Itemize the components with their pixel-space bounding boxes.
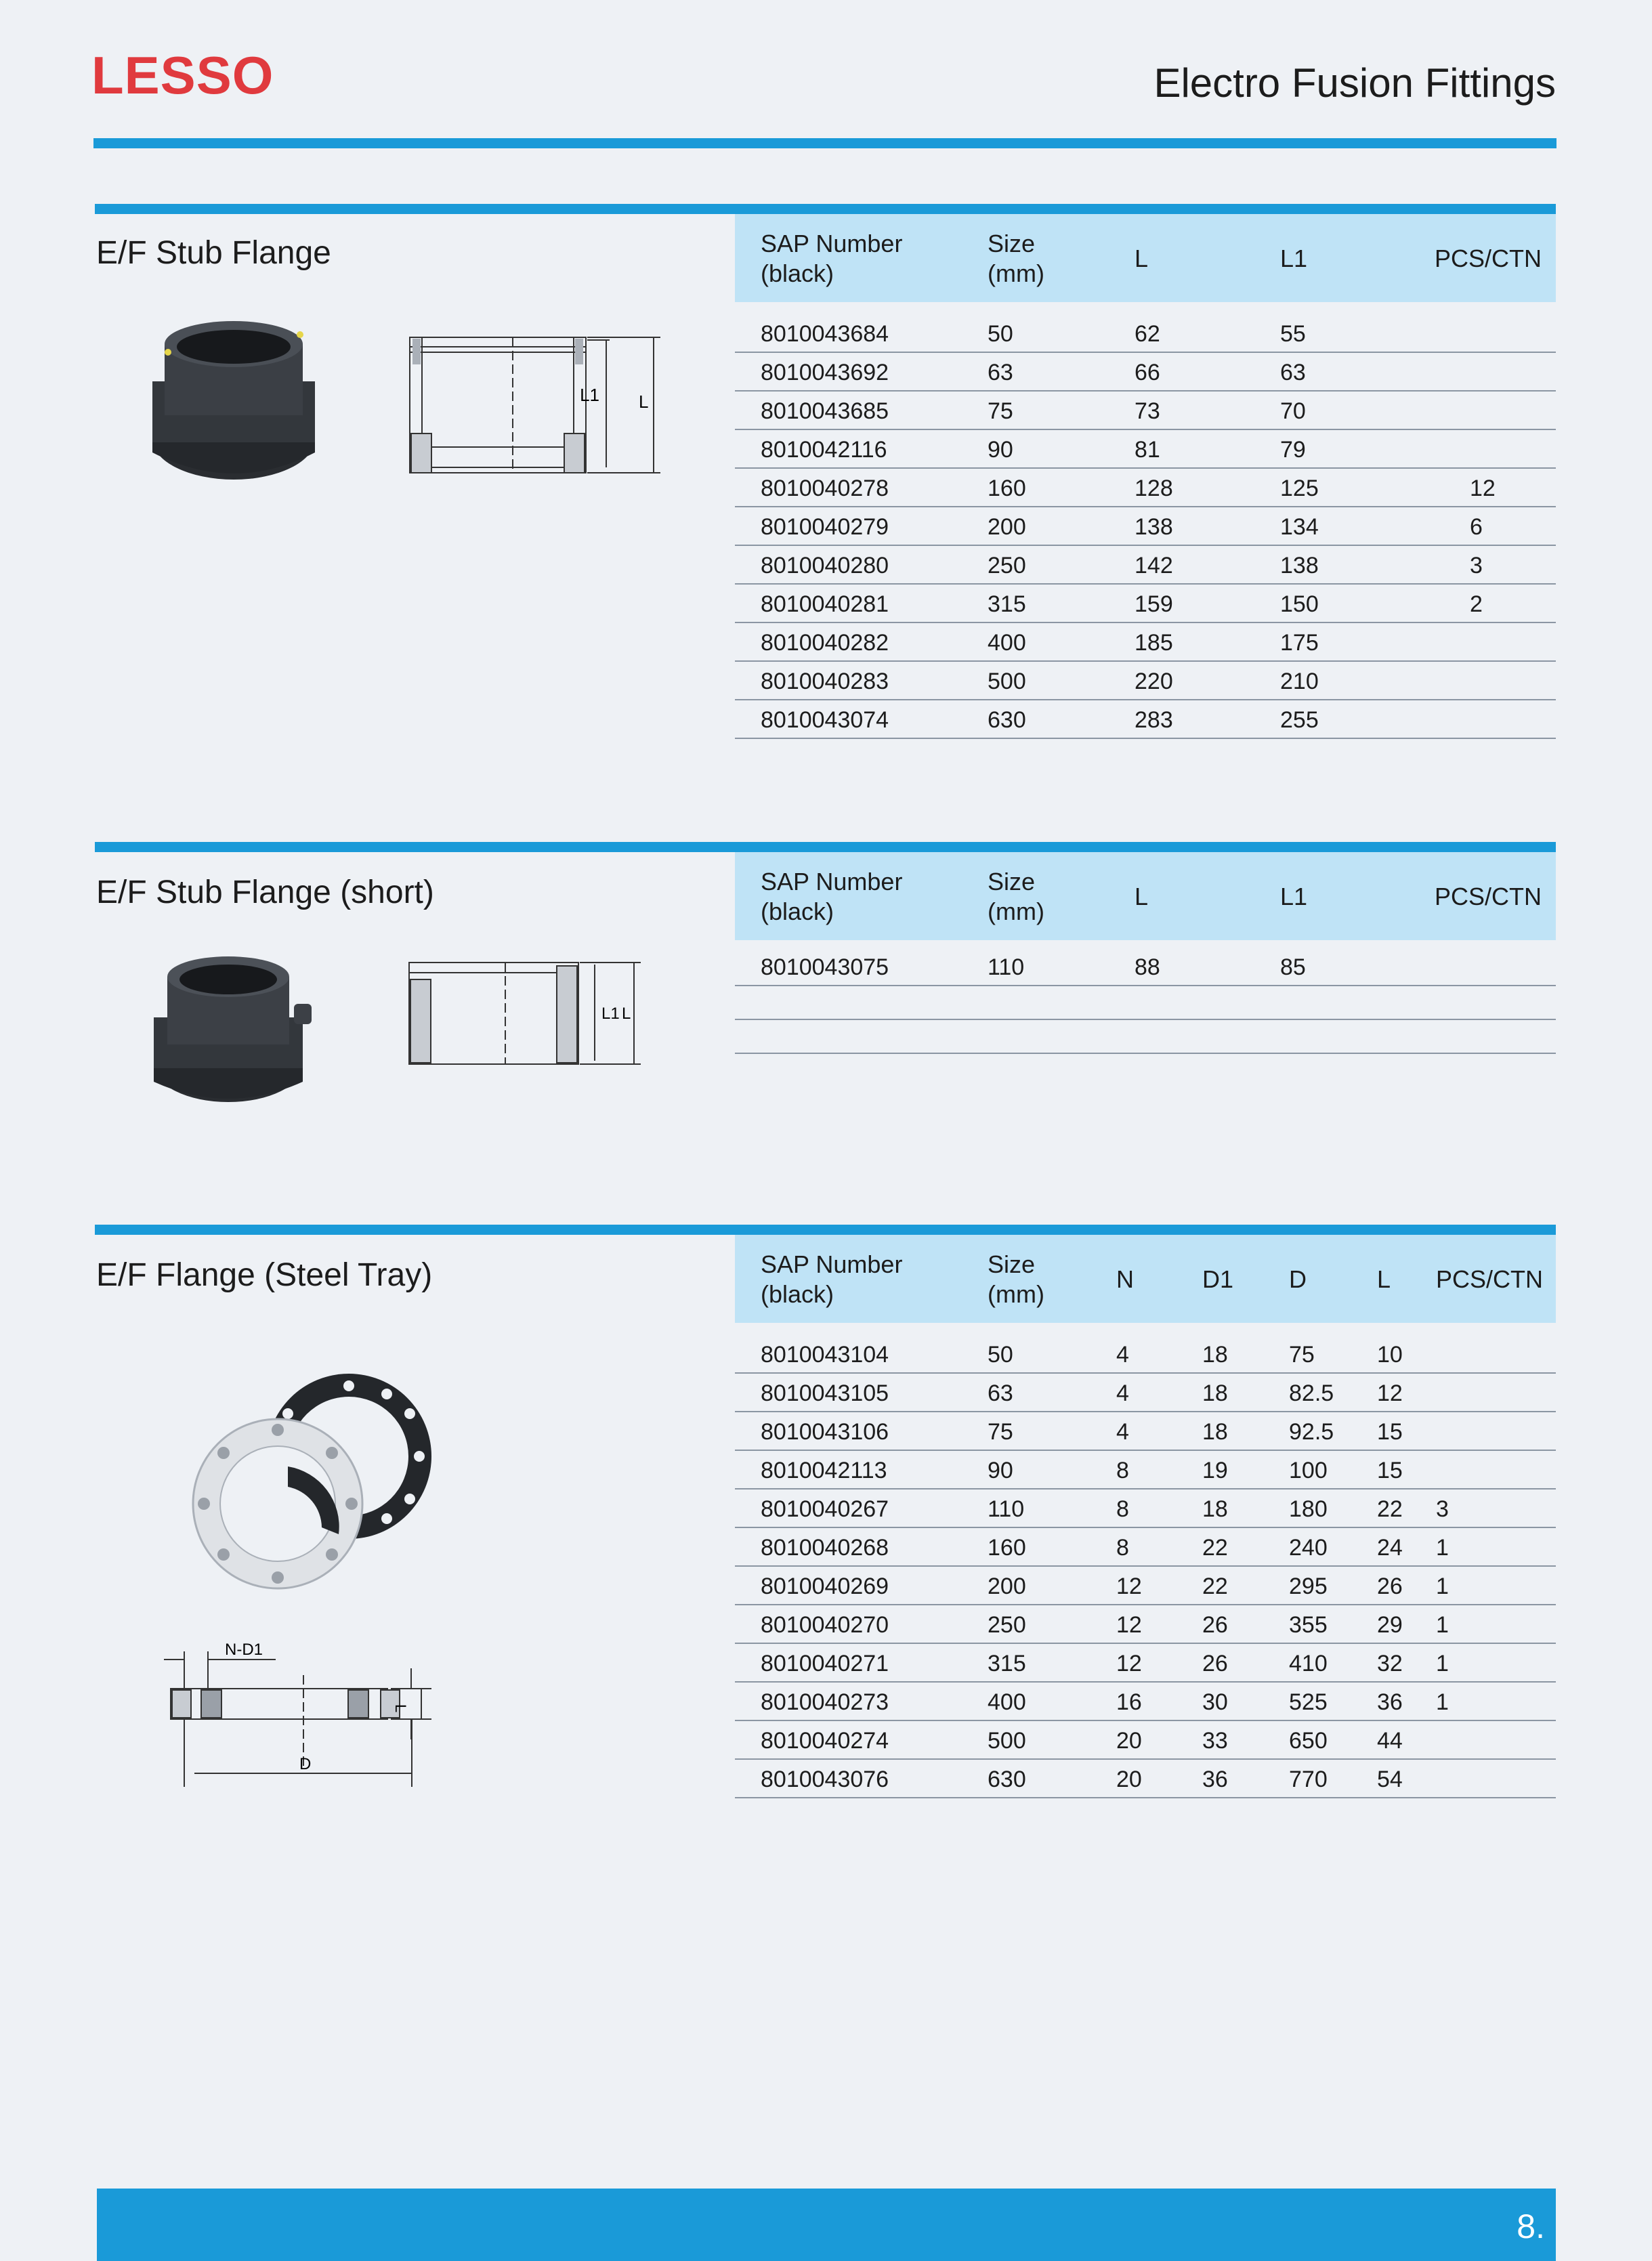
table-cell: 22 xyxy=(1377,1496,1403,1522)
col-header: L xyxy=(1135,883,1149,910)
table-cell: 180 xyxy=(1289,1496,1328,1522)
table-header xyxy=(735,1235,1556,1323)
table-cell: 16 xyxy=(1116,1689,1142,1715)
table-cell: 295 xyxy=(1289,1573,1328,1599)
table-cell: 8010043076 xyxy=(761,1767,889,1792)
col-header: PCS/CTN xyxy=(1436,1265,1544,1293)
section-divider xyxy=(95,1225,1556,1235)
col-header: L xyxy=(1135,245,1149,272)
table-cell: 8010042113 xyxy=(761,1458,887,1483)
table-cell: 88 xyxy=(1135,954,1160,980)
table-cell: 26 xyxy=(1202,1612,1228,1638)
table-cell: 22 xyxy=(1202,1535,1228,1561)
table-row xyxy=(735,506,1556,546)
table-cell: 73 xyxy=(1135,398,1160,424)
table-cell: 110 xyxy=(988,954,1025,980)
table-cell: 200 xyxy=(988,514,1026,540)
table-cell: 12 xyxy=(1470,476,1496,501)
table-cell: 630 xyxy=(988,707,1026,733)
table-cell: 20 xyxy=(1116,1728,1142,1754)
table-cell: 770 xyxy=(1289,1767,1328,1792)
table-cell: 75 xyxy=(1289,1342,1315,1368)
flange-steel-tray-drawing xyxy=(157,1631,482,1787)
table-cell: 75 xyxy=(988,1419,1013,1445)
table-cell: 70 xyxy=(1280,398,1306,424)
table-cell: 19 xyxy=(1202,1458,1228,1483)
table-row xyxy=(735,545,1556,585)
table-cell: 85 xyxy=(1280,954,1306,980)
dim-label-l: L xyxy=(392,1704,409,1713)
table-row xyxy=(735,1565,1556,1605)
table-cell: 50 xyxy=(988,321,1013,347)
table-cell: 8010043074 xyxy=(761,707,889,733)
table-cell: 630 xyxy=(988,1767,1026,1792)
table-cell: 125 xyxy=(1280,476,1319,501)
table-cell: 8 xyxy=(1116,1458,1129,1483)
table-row xyxy=(735,1488,1556,1528)
col-header: Size (mm) xyxy=(988,230,1044,287)
table-row xyxy=(735,352,1556,392)
col-header: D xyxy=(1289,1265,1307,1293)
table-row xyxy=(735,1450,1556,1489)
table-cell: 10 xyxy=(1377,1342,1403,1368)
stub-flange-short-photo xyxy=(144,950,326,1119)
table-cell: 2 xyxy=(1470,591,1483,617)
table-cell: 54 xyxy=(1377,1767,1403,1792)
table-cell: 3 xyxy=(1436,1496,1449,1522)
table-row xyxy=(735,951,1556,986)
section-title: E/F Flange (Steel Tray) xyxy=(96,1257,433,1293)
table-cell: 175 xyxy=(1280,630,1319,656)
table-cell: 79 xyxy=(1280,437,1306,463)
table-cell: 1 xyxy=(1436,1651,1449,1676)
col-header: L xyxy=(1377,1265,1391,1293)
table-cell: 81 xyxy=(1135,437,1160,463)
table-row xyxy=(735,1411,1556,1451)
table-cell: 12 xyxy=(1116,1651,1142,1676)
table-cell: 8010040271 xyxy=(761,1651,889,1676)
table-cell: 12 xyxy=(1377,1380,1403,1406)
table-cell: 8010043685 xyxy=(761,398,889,424)
header-rule xyxy=(93,138,1556,148)
table-cell: 8010043105 xyxy=(761,1380,889,1406)
table-cell: 315 xyxy=(988,591,1026,617)
col-header: Size (mm) xyxy=(988,1250,1044,1308)
table-cell: 90 xyxy=(988,1458,1013,1483)
table-row xyxy=(735,583,1556,623)
table-cell: 500 xyxy=(988,669,1026,694)
table-row xyxy=(735,1604,1556,1644)
stub-flange-table xyxy=(735,214,1556,740)
table-cell: 8010040280 xyxy=(761,553,889,578)
table-row xyxy=(735,1372,1556,1412)
dim-label-d: D xyxy=(299,1755,312,1773)
table-cell: 36 xyxy=(1377,1689,1403,1715)
col-header: PCS/CTN xyxy=(1435,245,1542,272)
col-header: SAP Number (black) xyxy=(761,868,903,925)
table-cell: 15 xyxy=(1377,1419,1403,1445)
table-cell: 8010040274 xyxy=(761,1728,889,1754)
table-row xyxy=(735,467,1556,507)
table-cell: 185 xyxy=(1135,630,1173,656)
table-cell: 4 xyxy=(1116,1419,1129,1445)
table-cell: 3 xyxy=(1470,553,1483,578)
page-number: 8. xyxy=(1517,2207,1545,2245)
col-header: L1 xyxy=(1280,245,1308,272)
table-cell: 4 xyxy=(1116,1342,1129,1368)
table-cell: 1 xyxy=(1436,1535,1449,1561)
table-row xyxy=(735,660,1556,700)
table-cell: 12 xyxy=(1116,1612,1142,1638)
table-row xyxy=(735,1758,1556,1798)
table-cell: 4 xyxy=(1116,1380,1129,1406)
table-cell: 18 xyxy=(1202,1419,1228,1445)
table-cell: 8010040267 xyxy=(761,1496,889,1522)
flange-steel-tray-table xyxy=(735,1235,1556,1804)
table-cell: 8010040273 xyxy=(761,1689,889,1715)
table-cell: 142 xyxy=(1135,553,1173,578)
table-cell: 8010043692 xyxy=(761,360,889,385)
col-header: SAP Number (black) xyxy=(761,1250,903,1308)
table-cell: 8010040278 xyxy=(761,476,889,501)
table-cell: 250 xyxy=(988,553,1026,578)
table-row xyxy=(735,429,1556,469)
table-cell: 210 xyxy=(1280,669,1319,694)
table-cell: 138 xyxy=(1280,553,1319,578)
table-cell: 100 xyxy=(1289,1458,1328,1483)
table-cell: 8010040269 xyxy=(761,1573,889,1599)
table-cell: 400 xyxy=(988,630,1026,656)
table-cell: 20 xyxy=(1116,1767,1142,1792)
section-title: E/F Stub Flange xyxy=(96,235,331,271)
table-cell: 315 xyxy=(988,1651,1026,1676)
table-cell: 8 xyxy=(1116,1535,1129,1561)
table-cell: 18 xyxy=(1202,1496,1228,1522)
col-header: L1 xyxy=(1280,883,1308,910)
table-cell: 1 xyxy=(1436,1612,1449,1638)
table-cell: 650 xyxy=(1289,1728,1328,1754)
table-row xyxy=(735,313,1556,353)
table-cell: 128 xyxy=(1135,476,1173,501)
stub-flange-short-drawing xyxy=(404,959,656,1071)
table-cell: 159 xyxy=(1135,591,1173,617)
table-cell: 63 xyxy=(988,1380,1013,1406)
table-cell: 24 xyxy=(1377,1535,1403,1561)
stub-flange-drawing xyxy=(403,332,674,484)
brand-logo: LESSO xyxy=(91,45,274,105)
table-row xyxy=(735,390,1556,430)
table-cell: 283 xyxy=(1135,707,1173,733)
table-cell: 32 xyxy=(1377,1651,1403,1676)
dim-label-l1: L1 xyxy=(601,1005,620,1023)
table-cell: 55 xyxy=(1280,321,1306,347)
table-cell: 90 xyxy=(988,437,1013,463)
table-cell: 8010040283 xyxy=(761,669,889,694)
table-row xyxy=(735,1019,1556,1054)
table-cell: 92.5 xyxy=(1289,1419,1334,1445)
table-cell: 8010040270 xyxy=(761,1612,889,1638)
table-cell: 6 xyxy=(1470,514,1483,540)
section-divider xyxy=(95,204,1556,214)
table-cell: 63 xyxy=(1280,360,1306,385)
flange-steel-tray-photo xyxy=(186,1372,450,1592)
table-cell: 134 xyxy=(1280,514,1319,540)
table-cell: 8010040281 xyxy=(761,591,889,617)
table-cell: 62 xyxy=(1135,321,1160,347)
table-cell: 18 xyxy=(1202,1342,1228,1368)
table-cell: 82.5 xyxy=(1289,1380,1334,1406)
table-row xyxy=(735,622,1556,662)
table-cell: 8010040268 xyxy=(761,1535,889,1561)
table-row xyxy=(735,1527,1556,1567)
page-title: Electro Fusion Fittings xyxy=(1153,60,1556,106)
table-cell: 150 xyxy=(1280,591,1319,617)
table-cell: 500 xyxy=(988,1728,1026,1754)
col-header: D1 xyxy=(1202,1265,1234,1293)
table-cell: 29 xyxy=(1377,1612,1403,1638)
col-header: N xyxy=(1116,1265,1134,1293)
table-cell: 138 xyxy=(1135,514,1173,540)
table-cell: 50 xyxy=(988,1342,1013,1368)
dim-label-l1: L1 xyxy=(580,385,599,405)
table-row xyxy=(735,699,1556,739)
dim-label-n-d1: N-D1 xyxy=(225,1641,263,1659)
table-cell: 15 xyxy=(1377,1458,1403,1483)
col-header: SAP Number (black) xyxy=(761,230,903,287)
table-cell: 18 xyxy=(1202,1380,1228,1406)
table-cell: 8 xyxy=(1116,1496,1129,1522)
table-cell: 22 xyxy=(1202,1573,1228,1599)
section-divider xyxy=(95,842,1556,852)
table-cell: 240 xyxy=(1289,1535,1328,1561)
table-cell: 75 xyxy=(988,398,1013,424)
table-cell: 8010040282 xyxy=(761,630,889,656)
table-cell: 410 xyxy=(1289,1651,1328,1676)
table-cell: 160 xyxy=(988,476,1026,501)
table-cell: 30 xyxy=(1202,1689,1228,1715)
section-title: E/F Stub Flange (short) xyxy=(96,874,434,910)
dim-label-l: L xyxy=(622,1005,631,1023)
table-cell: 255 xyxy=(1280,707,1319,733)
table-cell: 26 xyxy=(1377,1573,1403,1599)
table-cell: 36 xyxy=(1202,1767,1228,1792)
table-cell: 160 xyxy=(988,1535,1026,1561)
dim-label-l: L xyxy=(639,392,649,412)
table-cell: 12 xyxy=(1116,1573,1142,1599)
stub-flange-short-table xyxy=(735,852,1556,1055)
table-header xyxy=(735,214,1556,302)
col-header: Size (mm) xyxy=(988,868,1044,925)
table-cell: 66 xyxy=(1135,360,1160,385)
table-cell: 8010042116 xyxy=(761,437,887,463)
table-cell: 250 xyxy=(988,1612,1026,1638)
table-cell: 1 xyxy=(1436,1573,1449,1599)
table-cell: 525 xyxy=(1289,1689,1328,1715)
table-cell: 200 xyxy=(988,1573,1026,1599)
table-cell: 33 xyxy=(1202,1728,1228,1754)
table-cell: 8010043684 xyxy=(761,321,889,347)
table-cell: 26 xyxy=(1202,1651,1228,1676)
table-cell: 220 xyxy=(1135,669,1173,694)
table-cell: 8010043106 xyxy=(761,1419,889,1445)
table-cell: 8010040279 xyxy=(761,514,889,540)
table-header xyxy=(735,852,1556,940)
table-cell: 63 xyxy=(988,360,1013,385)
table-row xyxy=(735,1681,1556,1721)
table-row xyxy=(735,1720,1556,1760)
table-cell: 400 xyxy=(988,1689,1026,1715)
table-cell: 8010043075 xyxy=(761,954,889,980)
table-row xyxy=(735,985,1556,1020)
table-cell: 355 xyxy=(1289,1612,1328,1638)
table-cell: 8010043104 xyxy=(761,1342,889,1368)
table-cell: 110 xyxy=(988,1496,1025,1522)
col-header: PCS/CTN xyxy=(1435,883,1542,910)
table-cell: 1 xyxy=(1436,1689,1449,1715)
table-cell: 44 xyxy=(1377,1728,1403,1754)
table-row xyxy=(735,1334,1556,1374)
stub-flange-photo xyxy=(146,317,329,500)
table-row xyxy=(735,1643,1556,1683)
footer-bar xyxy=(97,2189,1556,2261)
